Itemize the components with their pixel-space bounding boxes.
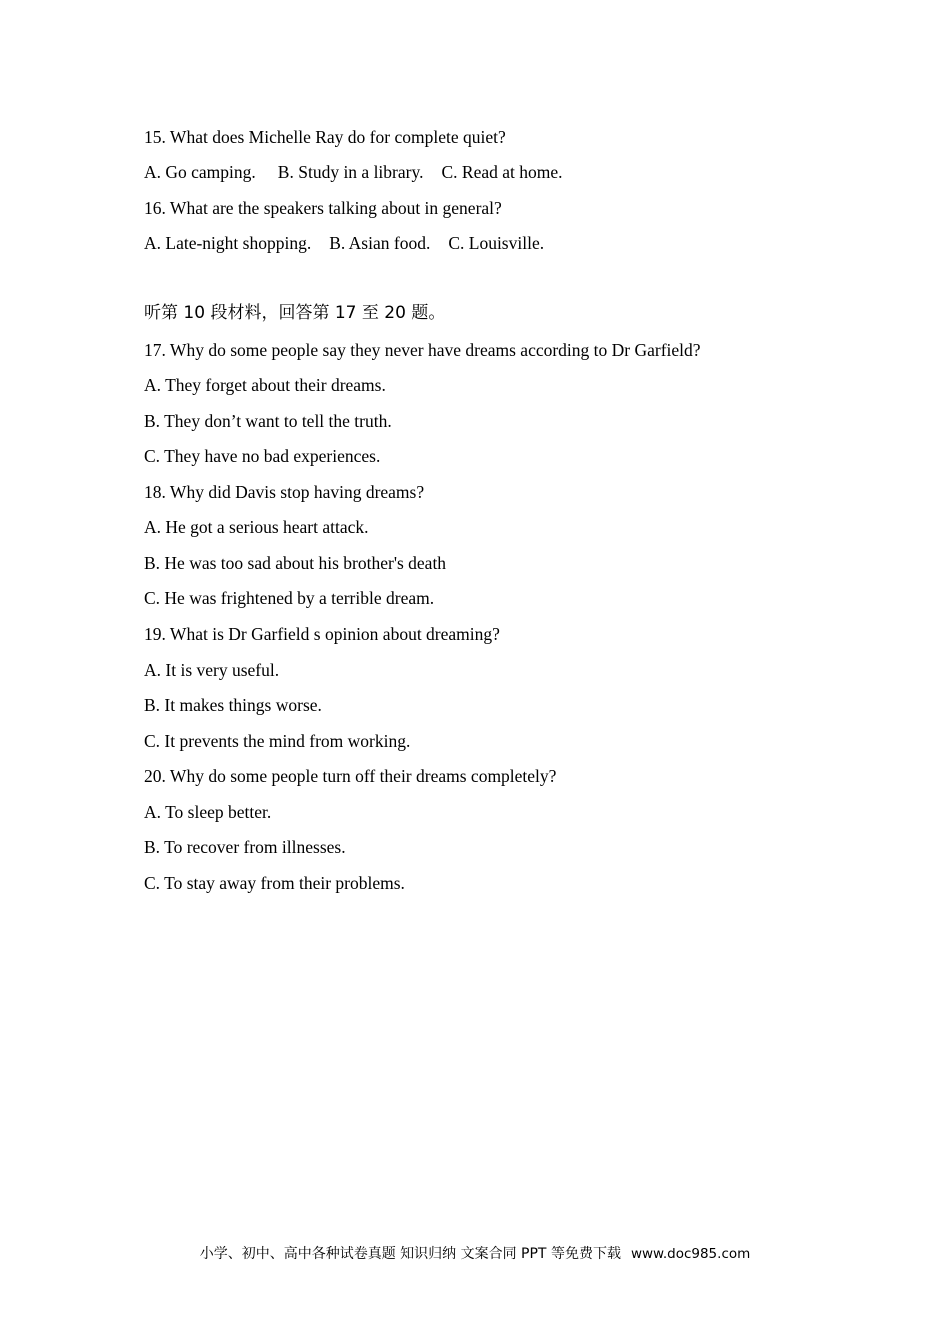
question-20-option-a: A. To sleep better. [144, 802, 272, 822]
option-a: A. Go camping. [144, 162, 256, 182]
option-b: B. Asian food. [329, 233, 431, 253]
option-b: B. Study in a library. [277, 162, 424, 182]
question-15: 15. What does Michelle Ray do for complete quiet? [144, 127, 506, 147]
question-17: 17. Why do some people say they never have dreams according to Dr Garfield? [144, 340, 701, 360]
question-17-option-b: B. They don’t want to tell the truth. [144, 411, 392, 431]
question-19-option-a: A. It is very useful. [144, 660, 280, 680]
question-15-options [144, 161, 562, 183]
question-18-option-a: A. He got a serious heart attack. [144, 517, 369, 537]
question-16-options [144, 232, 544, 254]
option-c: C. Louisville. [448, 233, 545, 253]
question-18-option-b: B. He was too sad about his brother's death [144, 553, 447, 573]
question-20-option-b: B. To recover from illnesses. [144, 837, 346, 857]
question-18: 18. Why did Davis stop having dreams? [144, 482, 425, 502]
question-19: 19. What is Dr Garfield s opinion about dreaming? [144, 624, 500, 644]
question-19-option-c: C. It prevents the mind from working. [144, 731, 411, 751]
section-heading: 听第 10 段材料，回答第 17 至 20 题。 [144, 303, 446, 323]
question-16: 16. What are the speakers talking about in general? [144, 198, 502, 218]
footer-text: 小学、初中、高中各种试卷真题 知识归纳 文案合同 PPT 等免费下载 [199, 1246, 621, 1262]
question-18-option-c: C. He was frightened by a terrible dream. [144, 588, 435, 608]
question-20: 20. Why do some people turn off their dreams completely? [144, 766, 557, 786]
question-19-option-b: B. It makes things worse. [144, 695, 322, 715]
question-17-option-a: A. They forget about their dreams. [144, 375, 386, 395]
question-20-option-c: C. To stay away from their problems. [144, 873, 405, 893]
option-a: A. Late-night shopping. [144, 233, 312, 253]
option-c: C. Read at home. [441, 162, 563, 182]
footer-url[interactable]: www.doc985.com [630, 1246, 751, 1262]
question-17-option-c: C. They have no bad experiences. [144, 446, 381, 466]
page-footer [0, 1244, 950, 1264]
